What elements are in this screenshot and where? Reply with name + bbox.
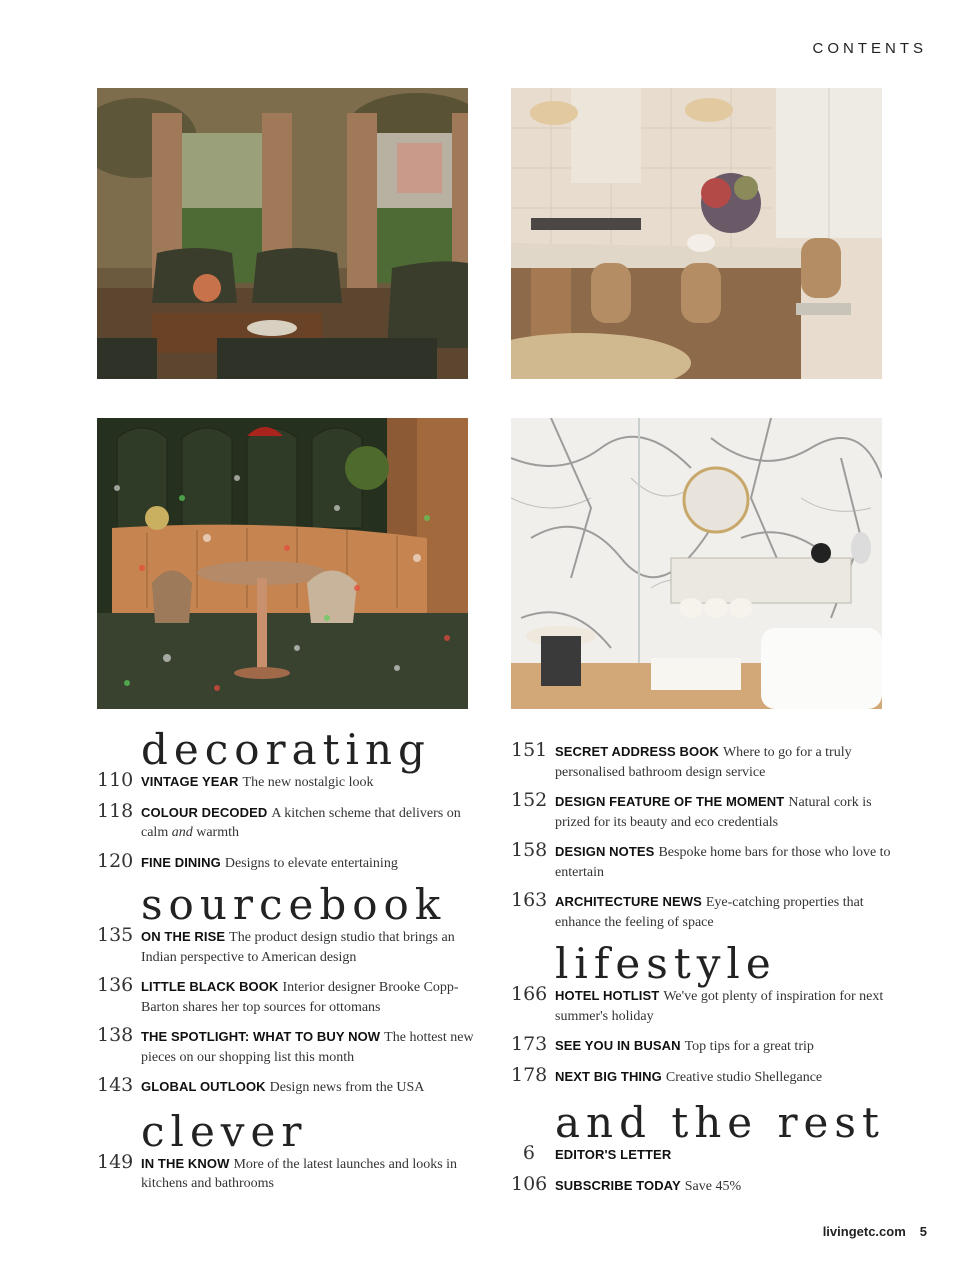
entry-title: ARCHITECTURE NEWS [555,894,702,909]
page-number: 120 [97,849,134,872]
toc-entry[interactable] [511,739,891,782]
living-room-photo [97,88,468,379]
section-header: CONTENTS [812,40,927,57]
entry-description: More of the latest launches and looks in kitchens and bathrooms [141,1156,458,1191]
entry-title: DESIGN NOTES [555,844,655,859]
entry-title: DESIGN FEATURE OF THE MOMENT [555,794,785,809]
page-number: 166 [511,983,548,1005]
toc-entry[interactable] [511,889,891,932]
page-number: 143 [97,1074,134,1096]
contents-right-column [511,739,891,1206]
toc-entry[interactable] [97,1074,477,1098]
entry-description: Bespoke home bars for those who love to entertain [555,845,891,880]
entry-description-end: warmth [192,825,239,840]
site-url[interactable]: livingetc.com [822,1224,906,1239]
page-number: 178 [511,1063,548,1086]
toc-entry[interactable] [511,1142,891,1166]
page-number: 158 [511,839,548,861]
entry-description: Natural cork is prized for its beauty and eco credentials [555,795,872,830]
entry-title: FINE DINING [141,854,221,870]
entry-description-emphasis: and [171,825,193,840]
page-number: 173 [511,1033,548,1055]
marble-bathroom-photo [511,418,882,709]
section-title-sourcebook: sourcebook [141,880,447,929]
page-number: 152 [511,789,548,811]
section-title-decorating: decorating [141,725,431,774]
page-number: 151 [511,739,548,761]
entry-description: Save 45% [684,1178,742,1194]
toc-entry[interactable] [511,1033,891,1057]
entry-description: The product design studio that brings an Indian perspective to American design [141,930,455,965]
page-number: 136 [97,974,134,996]
page-number: 135 [97,924,134,946]
entry-description: Top tips for a great trip [684,1039,814,1054]
page-footer [809,1224,927,1239]
dining-booth-photo [97,418,468,709]
toc-entry[interactable] [97,924,477,967]
entry-title: EDITOR'S LETTER [555,1147,672,1162]
contents-left-column [97,725,477,1204]
entry-title: ON THE RISE [141,929,226,944]
page-number: 110 [97,769,134,791]
entry-description: Designs to elevate entertaining [224,855,398,871]
kitchen-photo [511,88,882,379]
section-title-lifestyle: lifestyle [555,939,777,988]
entry-title: IN THE KNOW [141,1155,230,1171]
entry-title: NEXT BIG THING [555,1068,662,1084]
entry-title: SUBSCRIBE TODAY [555,1177,681,1193]
toc-entry[interactable] [97,974,477,1017]
page-number-footer: 5 [919,1224,927,1239]
entry-description: We've got plenty of inspiration for next summer's holiday [555,989,884,1024]
toc-entry[interactable] [511,789,891,832]
entry-description: The hottest new pieces on our shopping list this month [141,1030,474,1065]
entry-title: SECRET ADDRESS BOOK [555,744,719,759]
toc-entry[interactable] [97,849,477,874]
entry-title: THE SPOTLIGHT: WHAT TO BUY NOW [141,1029,381,1044]
section-title-and-the-rest: and the rest [555,1098,885,1147]
entry-title: COLOUR DECODED [141,804,268,820]
entry-description: Creative studio Shellegance [665,1069,823,1085]
entry-description: Eye-catching properties that enhance the feeling of space [555,895,864,930]
entry-title: VINTAGE YEAR [141,774,239,789]
toc-entry[interactable] [97,1024,477,1067]
entry-description: Where to go for a truly personalised bathroom design service [555,745,852,780]
toc-entry[interactable] [511,839,891,882]
section-title-clever: clever [141,1106,308,1156]
entry-description: A kitchen scheme that delivers on calm [141,805,461,840]
entry-description: Interior designer Brooke Copp-Barton shares her top sources for ottomans [141,980,459,1015]
toc-entry[interactable] [511,1063,891,1088]
entry-title: GLOBAL OUTLOOK [141,1079,266,1094]
entry-title: LITTLE BLACK BOOK [141,979,279,994]
toc-entry[interactable] [511,1172,891,1197]
page-number: 106 [511,1172,548,1195]
page-number: 163 [511,889,548,911]
page-number: 138 [97,1024,134,1046]
page-number: 149 [97,1150,134,1173]
entry-title: SEE YOU IN BUSAN [555,1038,681,1053]
page-number: 6 [522,1142,535,1164]
entry-title: HOTEL HOTLIST [555,988,660,1003]
entry-description: Design news from the USA [269,1080,425,1095]
page-number: 118 [97,799,134,822]
toc-entry[interactable] [97,769,477,793]
entry-description: The new nostalgic look [242,775,374,790]
toc-entry[interactable] [97,1150,477,1194]
toc-entry[interactable] [511,983,891,1026]
toc-entry[interactable] [97,799,477,843]
